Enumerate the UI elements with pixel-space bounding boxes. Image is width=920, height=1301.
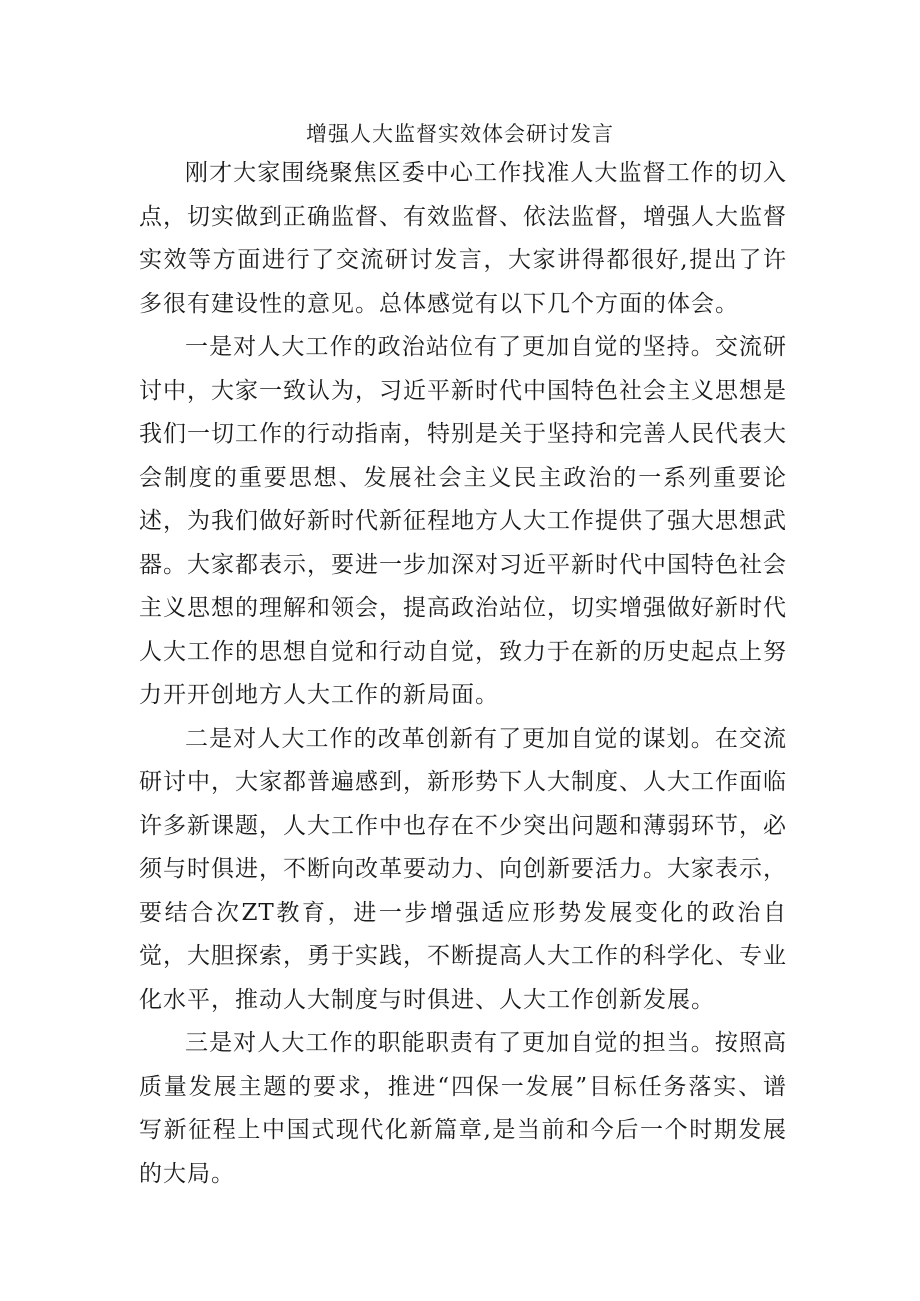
paragraph-point-two: 二是对人大工作的改革创新有了更加自觉的谋划。在交流研讨中，大家都普遍感到，新形势下人大制度、人大工作面临许多新课题，人大工作中也存在不少突出问题和薄弱环节，必须与时俱进，不断向改革要动力、向创新要活力。大家表示，要结合次ZT教育，进一步增强适应形势发展变化的政治自觉，大胆探索，勇于实践，不断提高人大工作的科学化、专业化水平，推动人大制度与时俱进、人大工作创新发展。	[139, 725, 787, 1013]
document-body	[139, 152, 787, 1196]
paragraph-point-one: 一是对人大工作的政治站位有了更加自觉的坚持。交流研讨中，大家一致认为，习近平新时代中国特色社会主义思想是我们一切工作的行动指南，特别是关于坚持和完善人民代表大会制度的重要思想、发展社会主义民主政治的一系列重要论述，为我们做好新时代新征程地方人大工作提供了强大思想武器。大家都表示，要进一步加深对习近平新时代中国特色社会主义思想的理解和领会，提高政治站位，切实增强做好新时代人大工作的思想自觉和行动自觉，致力于在新的历史起点上努力开开创地方人大工作的新局面。	[139, 334, 787, 708]
document-title: 增强人大监督实效体会研讨发言	[306, 122, 614, 146]
paragraph-point-three: 三是对人大工作的职能职责有了更加自觉的担当。按照高质量发展主题的要求，推进“四保一发展”目标任务落实、谱写新征程上中国式现代化新篇章,是当前和今后一个时期发展的大局。	[139, 1030, 787, 1187]
paragraph-intro: 刚才大家围绕聚焦区委中心工作找准人大监督工作的切入点，切实做到正确监督、有效监督、依法监督，增强人大监督实效等方面进行了交流研讨发言，大家讲得都很好,提出了许多很有建设性的意见。总体感觉有以下几个方面的体会。	[139, 160, 787, 317]
